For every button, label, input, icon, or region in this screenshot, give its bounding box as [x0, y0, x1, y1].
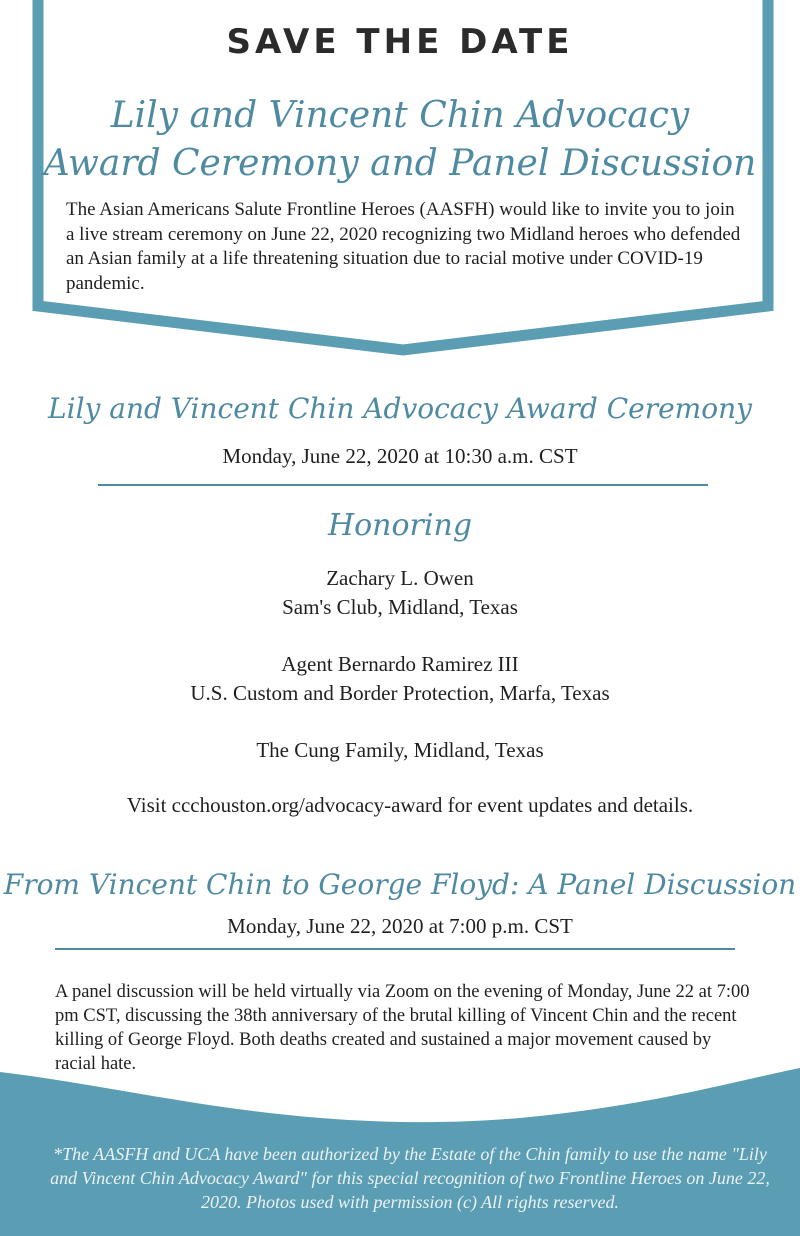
honoree-3-name: The Cung Family, Midland, Texas: [256, 738, 544, 762]
intro-paragraph: The Asian Americans Salute Frontline Heroes (AASFH) would like to invite you to join a live stream ceremony on June 22, 2020 recognizing two Midland heroes who defended an Asian family at a life threatening situation due to racial motive under COVID-19 pandemic.: [66, 199, 741, 294]
ceremony-datetime: Monday, June 22, 2020 at 10:30 a.m. CST: [222, 444, 578, 468]
footer-disclaimer: *The AASFH and UCA have been authorized by the Estate of the Chin family to use the name "Lily and Vincent Chin Advocacy Award" for this special recognition of two Frontline Heroes on June 22, 2020. Photos used with permission (c) All rights reserved.: [50, 1144, 770, 1212]
honoree-2-detail: U.S. Custom and Border Protection, Marfa, Texas: [190, 681, 610, 705]
event-title-line-1: Lily and Vincent Chin Advocacy: [110, 95, 690, 136]
visit-website-text: Visit ccchouston.org/advocacy-award for event updates and details.: [126, 793, 694, 817]
ceremony-divider: [98, 484, 708, 486]
event-title: [0, 92, 800, 188]
panel-datetime: Monday, June 22, 2020 at 7:00 p.m. CST: [227, 914, 573, 938]
honoree-1-name: Zachary L. Owen: [326, 566, 474, 590]
panel-description: A panel discussion will be held virtually via Zoom on the evening of Monday, June 22 at 7:00 pm CST, discussing the 38th anniversary of the brutal killing of Vincent Chin and the recent killing of George Floyd. Both deaths created and sustained a major movement caused by racial hate.: [55, 982, 750, 1074]
honoree-1: [0, 564, 800, 622]
honoring-heading: Honoring: [327, 508, 473, 543]
honoree-2: [0, 650, 800, 708]
honoree-2-name: Agent Bernardo Ramirez III: [281, 652, 519, 676]
panel-title: From Vincent Chin to George Floyd: A Panel Discussion: [3, 868, 797, 901]
honoree-3: [0, 736, 800, 765]
honoree-1-detail: Sam's Club, Midland, Texas: [282, 595, 518, 619]
save-the-date-heading: SAVE THE DATE: [226, 22, 574, 62]
event-title-line-2: Award Ceremony and Panel Discussion: [43, 143, 757, 184]
panel-divider: [55, 948, 735, 950]
ceremony-title: Lily and Vincent Chin Advocacy Award Ceremony: [48, 392, 752, 425]
